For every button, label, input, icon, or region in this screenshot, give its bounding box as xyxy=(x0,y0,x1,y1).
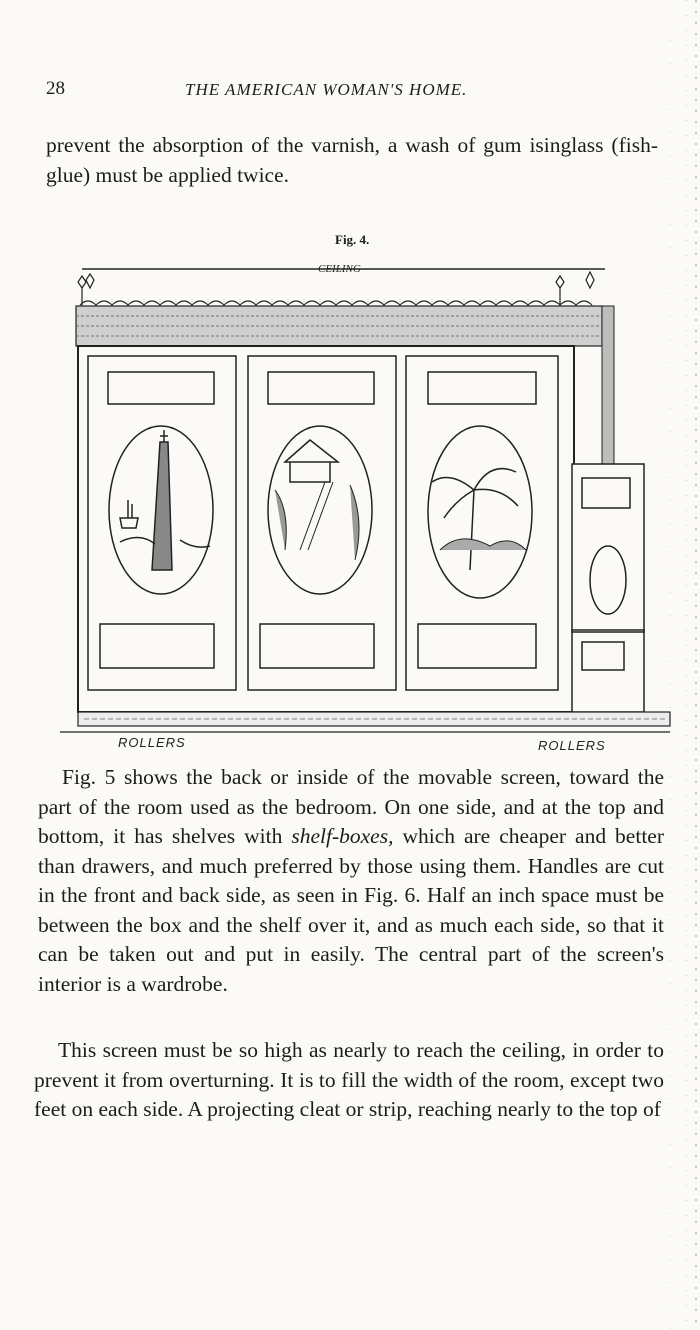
paragraph-text-a: Fig. 5 shows the back or inside of the movable screen, toward the part of the room used as the bedroom. On one side, and at the top and bottom, it has shelves with xyxy=(38,765,664,848)
paragraph-screen-height: This screen must be so high as nearly to reach the ceiling, in order to prevent it from overturning. It is to fill the width of the room, except two feet on each side. A projecting cleat or strip, reaching nearly to the top of xyxy=(34,1038,664,1121)
scalloped-valance xyxy=(80,301,592,305)
rollers-label-right: ROLLERS xyxy=(538,738,606,753)
rollers-label-left: ROLLERS xyxy=(118,735,186,750)
top-paragraph: prevent the absorption of the varnish, a wash of gum isinglass (fish-glue) must be applied twice. xyxy=(46,133,658,187)
screen-body xyxy=(78,346,574,712)
side-cabinet xyxy=(572,464,644,712)
figure-4-screen-illustration xyxy=(60,250,675,760)
running-title: THE AMERICAN WOMAN'S HOME. xyxy=(185,80,468,99)
ceiling-label: CEILING xyxy=(318,263,361,275)
page-number: 28 xyxy=(46,78,65,99)
paragraph-fig5-description xyxy=(38,763,664,999)
figure-caption: Fig. 4. xyxy=(335,232,370,247)
shelf-boxes-term: shelf-boxes, xyxy=(291,824,394,848)
paragraph-text-b: which are cheaper and better than drawers, and much preferred by those using them. Handles are cut in the front and back side, as seen in Fig. 6. Half an inch space must be between the box and the shelf over it, and as much each side, so that it can be taken out and put in easily. The central part of the screen's interior is a wardrobe. xyxy=(38,824,664,996)
